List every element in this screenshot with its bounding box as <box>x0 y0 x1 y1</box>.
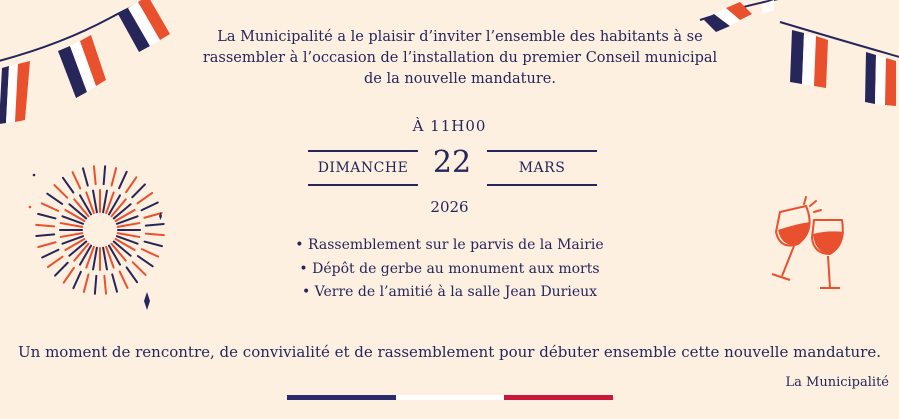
program-item: • Rassemblement sur le parvis de la Mairie <box>295 237 604 253</box>
day-name: DIMANCHE <box>308 150 418 186</box>
tricolor-bar <box>287 395 613 400</box>
program-list <box>0 234 899 305</box>
day-number: 22 <box>432 145 472 180</box>
intro-line: rassembler à l’occasion de l’installation du premier Conseil municipal <box>202 50 718 66</box>
tricolor-bar-white <box>396 395 505 400</box>
program-item: • Verre de l’amitié à la salle Jean Durieux <box>301 284 598 300</box>
tricolor-bar-blue <box>287 395 396 400</box>
program-item: • Dépôt de gerbe au monument aux morts <box>299 260 600 277</box>
closing-message: Un moment de rencontre, de convivialité et de rassemblement pour débuter ensemble cette nouvelle mandature. <box>18 343 881 361</box>
event-time: À 11H00 <box>412 117 487 135</box>
intro-line: de la nouvelle mandature. <box>364 71 556 87</box>
tricolor-bar-red <box>504 395 613 400</box>
month-name: MARS <box>487 150 597 186</box>
intro-line: La Municipalité a le plaisir d’inviter l’ensemble des habitants à se <box>217 29 703 45</box>
event-year: 2026 <box>430 198 469 216</box>
right-bunting-icon <box>700 0 899 110</box>
invitation-intro <box>200 27 720 90</box>
signature: La Municipalité <box>785 375 889 390</box>
left-bunting-icon <box>0 0 180 130</box>
